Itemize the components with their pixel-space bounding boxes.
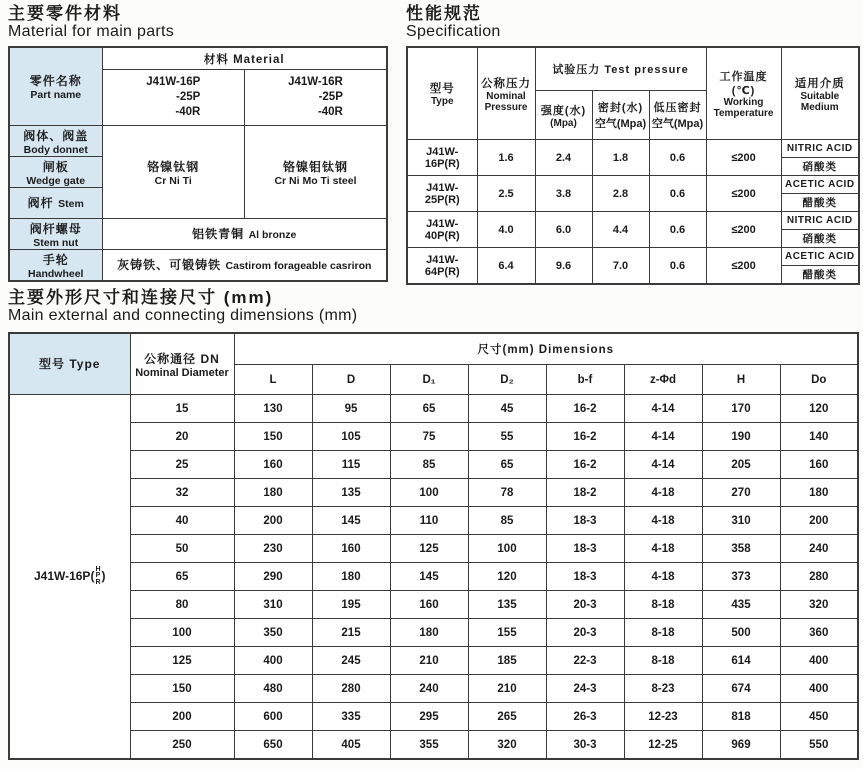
dimension-cell: 145 bbox=[390, 563, 468, 591]
dimension-cell: 818 bbox=[702, 703, 780, 731]
header-en: Type bbox=[430, 96, 454, 107]
dimension-cell: 18-3 bbox=[546, 563, 624, 591]
dimension-cell: 360 bbox=[780, 619, 858, 647]
dimension-cell: 65 bbox=[390, 395, 468, 423]
dimension-cell: 180 bbox=[780, 479, 858, 507]
dn-cell: 200 bbox=[130, 703, 234, 731]
seal-header bbox=[592, 91, 649, 140]
header-cn: 公称压力 bbox=[481, 77, 531, 90]
col-header-bf: b-f bbox=[546, 365, 624, 395]
dimension-cell: 125 bbox=[390, 535, 468, 563]
model-p-block bbox=[146, 75, 200, 120]
dimension-cell: 373 bbox=[702, 563, 780, 591]
type-variant-letter: R bbox=[95, 578, 101, 586]
type-prefix: J41W-16P( bbox=[33, 568, 95, 583]
np-cell: 1.6 bbox=[477, 140, 535, 176]
dimension-cell: 200 bbox=[780, 507, 858, 535]
col-header-H: H bbox=[702, 365, 780, 395]
dimension-cell: 400 bbox=[780, 675, 858, 703]
medium-en-cell: ACETIC ACID bbox=[781, 176, 859, 194]
part-cn: 阀杆 bbox=[27, 196, 54, 210]
material-p-cell bbox=[102, 126, 245, 219]
dimension-cell: 320 bbox=[780, 591, 858, 619]
dimension-cell: 110 bbox=[390, 507, 468, 535]
seal-cell: 2.8 bbox=[592, 176, 649, 212]
dimensions-type-cell bbox=[9, 395, 130, 760]
model-line: -40R bbox=[317, 106, 343, 118]
low-pressure-seal-header bbox=[649, 91, 706, 140]
materials-section bbox=[8, 4, 388, 282]
dimension-cell: 358 bbox=[702, 535, 780, 563]
medium-cn-cell: 硝酸类 bbox=[781, 158, 859, 176]
part-name-cell bbox=[9, 188, 102, 219]
part-name-header-cell bbox=[9, 47, 102, 126]
part-en: Wedge gate bbox=[26, 174, 86, 187]
dimension-cell: 180 bbox=[234, 479, 312, 507]
dimension-cell: 30-3 bbox=[546, 731, 624, 760]
dn-cell: 65 bbox=[130, 563, 234, 591]
dimension-cell: 20-3 bbox=[546, 591, 624, 619]
test-pressure-header bbox=[535, 47, 706, 91]
dimension-cell: 160 bbox=[780, 451, 858, 479]
seal-cell: 1.8 bbox=[592, 140, 649, 176]
dimension-cell: 65 bbox=[468, 451, 546, 479]
table-row bbox=[9, 219, 387, 250]
header-cn: 强度(水) bbox=[540, 104, 587, 117]
strength-cell: 9.6 bbox=[535, 248, 592, 285]
dimension-cell: 8-23 bbox=[624, 675, 702, 703]
medium-cn-cell: 硝酸类 bbox=[781, 230, 859, 248]
model-r-cell bbox=[245, 70, 388, 126]
type-suffix: ) bbox=[101, 568, 106, 583]
handwheel-material-cell bbox=[102, 250, 387, 282]
medium-cn-cell: 醋酸类 bbox=[781, 266, 859, 285]
type-variant-stack bbox=[95, 567, 100, 587]
dn-cell: 25 bbox=[130, 451, 234, 479]
dimension-cell: 215 bbox=[312, 619, 390, 647]
dn-cell: 15 bbox=[130, 395, 234, 423]
part-name-cell bbox=[9, 126, 102, 157]
low-seal-cell: 0.6 bbox=[649, 248, 706, 285]
np-cell: 2.5 bbox=[477, 176, 535, 212]
dimensions-title-en: Main external and connecting dimensions (mm) bbox=[8, 307, 358, 324]
table-row bbox=[9, 250, 387, 282]
dimension-cell: 4-18 bbox=[624, 535, 702, 563]
strength-cell: 3.8 bbox=[535, 176, 592, 212]
dimension-row bbox=[9, 479, 858, 507]
part-cn: 手轮 bbox=[42, 252, 69, 267]
dimension-cell: 240 bbox=[390, 675, 468, 703]
part-cn: 闸板 bbox=[42, 159, 69, 174]
dimension-cell: 400 bbox=[780, 647, 858, 675]
model-line: J41W-16P bbox=[146, 76, 201, 88]
dimension-cell: 195 bbox=[312, 591, 390, 619]
part-name-cell bbox=[9, 219, 102, 250]
header-en: Working bbox=[723, 97, 764, 108]
dn-header bbox=[130, 333, 234, 395]
dimension-cell: 115 bbox=[312, 451, 390, 479]
col-header-D2: D₂ bbox=[468, 365, 546, 395]
spec-type-header bbox=[407, 47, 477, 140]
medium-cn-cell: 醋酸类 bbox=[781, 194, 859, 212]
part-en: Stem nut bbox=[33, 236, 79, 249]
spec-header-row-1 bbox=[407, 47, 859, 91]
dimension-cell: 55 bbox=[468, 423, 546, 451]
part-name-cell bbox=[9, 157, 102, 188]
dimension-cell: 190 bbox=[702, 423, 780, 451]
header-en: Medium bbox=[800, 101, 839, 113]
dimension-cell: 18-3 bbox=[546, 507, 624, 535]
header-cn: 低压密封 bbox=[653, 102, 702, 114]
dimension-cell: 4-14 bbox=[624, 423, 702, 451]
dimension-cell: 280 bbox=[780, 563, 858, 591]
dimension-cell: 265 bbox=[468, 703, 546, 731]
dimension-cell: 4-14 bbox=[624, 395, 702, 423]
dimension-cell: 16-2 bbox=[546, 423, 624, 451]
dimension-row bbox=[9, 647, 858, 675]
dimension-cell: 8-18 bbox=[624, 591, 702, 619]
dimension-cell: 435 bbox=[702, 591, 780, 619]
header-en: (Mpa) bbox=[550, 117, 577, 129]
col-header-Do: Do bbox=[780, 365, 858, 395]
dimension-cell: 100 bbox=[390, 479, 468, 507]
dimension-row bbox=[9, 703, 858, 731]
materials-header-row bbox=[9, 47, 387, 70]
temperature-cell: ≤200 bbox=[706, 140, 781, 176]
dimension-row bbox=[9, 395, 858, 423]
type-variant-letter: H bbox=[95, 565, 101, 573]
dimension-cell: 140 bbox=[780, 423, 858, 451]
np-cell: 6.4 bbox=[477, 248, 535, 285]
type-variant-letter: P bbox=[95, 572, 101, 580]
dimension-cell: 320 bbox=[468, 731, 546, 760]
dimension-cell: 12-25 bbox=[624, 731, 702, 760]
col-header-D1: D₁ bbox=[390, 365, 468, 395]
suitable-medium-header bbox=[781, 47, 859, 140]
dimension-cell: 969 bbox=[702, 731, 780, 760]
dimension-cell: 450 bbox=[780, 703, 858, 731]
spec-row bbox=[407, 248, 859, 266]
material-en: Castirom forageable casriron bbox=[225, 260, 372, 272]
dimensions-table bbox=[8, 332, 859, 760]
part-cn: 阀体、阀盖 bbox=[23, 128, 89, 143]
low-seal-cell: 0.6 bbox=[649, 140, 706, 176]
medium-en-cell: NITRIC ACID bbox=[781, 212, 859, 230]
dimension-cell: 4-18 bbox=[624, 563, 702, 591]
material-header-cell bbox=[102, 47, 387, 70]
dimension-cell: 85 bbox=[468, 507, 546, 535]
dimension-cell: 95 bbox=[312, 395, 390, 423]
col-header-D: D bbox=[312, 365, 390, 395]
dimension-cell: 600 bbox=[234, 703, 312, 731]
model-line: -25P bbox=[176, 91, 201, 103]
dimension-row bbox=[9, 563, 858, 591]
dimension-cell: 150 bbox=[234, 423, 312, 451]
dn-cell: 100 bbox=[130, 619, 234, 647]
dimension-cell: 120 bbox=[780, 395, 858, 423]
dimension-cell: 45 bbox=[468, 395, 546, 423]
dimension-cell: 270 bbox=[702, 479, 780, 507]
model-line: -40R bbox=[175, 106, 201, 118]
dimension-cell: 16-2 bbox=[546, 451, 624, 479]
nominal-pressure-header bbox=[477, 47, 535, 140]
spec-type-cell: J41W-16P(R) bbox=[407, 140, 477, 176]
dimension-cell: 205 bbox=[702, 451, 780, 479]
spec-type-cell: J41W-64P(R) bbox=[407, 248, 477, 285]
dimension-cell: 355 bbox=[390, 731, 468, 760]
dn-cell: 125 bbox=[130, 647, 234, 675]
dimension-cell: 20-3 bbox=[546, 619, 624, 647]
col-header-L: L bbox=[234, 365, 312, 395]
dimensions-section bbox=[8, 288, 859, 760]
dimension-cell: 500 bbox=[702, 619, 780, 647]
col-header-zd: z-Φd bbox=[624, 365, 702, 395]
part-name-header-cn: 零件名称 bbox=[29, 74, 82, 88]
dimension-cell: 26-3 bbox=[546, 703, 624, 731]
materials-title-cn: 主要零件材料 bbox=[8, 4, 122, 23]
dimension-cell: 310 bbox=[234, 591, 312, 619]
medium-en-cell: NITRIC ACID bbox=[781, 140, 859, 158]
dimension-cell: 130 bbox=[234, 395, 312, 423]
header-en: Suitable bbox=[800, 90, 840, 102]
model-line: J41W-16R bbox=[288, 76, 343, 88]
header-cn: 型号 Type bbox=[39, 357, 101, 371]
dn-cell: 250 bbox=[130, 731, 234, 760]
dimension-cell: 405 bbox=[312, 731, 390, 760]
specification-section bbox=[406, 4, 858, 285]
seal-cell: 7.0 bbox=[592, 248, 649, 285]
np-cell: 4.0 bbox=[477, 212, 535, 248]
material-en: Al bronze bbox=[248, 229, 297, 241]
model-r-block bbox=[288, 75, 343, 120]
header-cn: 工作温度(℃) bbox=[719, 71, 768, 97]
spec-type-cell: J41W-40P(R) bbox=[407, 212, 477, 248]
part-name-header-en: Part name bbox=[30, 89, 82, 101]
stem-nut-material-cell bbox=[102, 219, 387, 250]
header-en: Nominal Diameter bbox=[135, 366, 229, 379]
dimension-cell: 210 bbox=[390, 647, 468, 675]
dimension-cell: 245 bbox=[312, 647, 390, 675]
dn-cell: 20 bbox=[130, 423, 234, 451]
material-en: Cr Ni Mo Ti steel bbox=[274, 174, 357, 187]
spec-title-cn: 性能规范 bbox=[406, 4, 482, 23]
header-cn: 试验压力 Test pressure bbox=[552, 64, 689, 76]
material-cn: 铬镍钛钢 bbox=[147, 159, 200, 174]
dimension-cell: 350 bbox=[234, 619, 312, 647]
dimension-cell: 155 bbox=[468, 619, 546, 647]
strength-cell: 6.0 bbox=[535, 212, 592, 248]
dimension-cell: 12-23 bbox=[624, 703, 702, 731]
dimension-cell: 160 bbox=[312, 535, 390, 563]
dimension-cell: 135 bbox=[468, 591, 546, 619]
dimension-cell: 4-18 bbox=[624, 507, 702, 535]
materials-title-en: Material for main parts bbox=[8, 23, 175, 40]
spec-title-en: Specification bbox=[406, 23, 501, 40]
model-p-cell bbox=[102, 70, 245, 126]
spec-row bbox=[407, 140, 859, 158]
dimension-cell: 8-18 bbox=[624, 647, 702, 675]
spec-type-cell: J41W-25P(R) bbox=[407, 176, 477, 212]
material-cn: 灰铸铁、可锻铸铁 bbox=[117, 258, 222, 272]
dimension-row bbox=[9, 675, 858, 703]
dimension-cell: 335 bbox=[312, 703, 390, 731]
dimension-row bbox=[9, 535, 858, 563]
header-en: Pressure bbox=[484, 101, 528, 113]
working-temperature-header bbox=[706, 47, 781, 140]
dimension-cell: 24-3 bbox=[546, 675, 624, 703]
dimension-row bbox=[9, 507, 858, 535]
seal-cell: 4.4 bbox=[592, 212, 649, 248]
dimension-cell: 210 bbox=[468, 675, 546, 703]
dimension-cell: 145 bbox=[312, 507, 390, 535]
dimension-cell: 185 bbox=[468, 647, 546, 675]
dn-cell: 50 bbox=[130, 535, 234, 563]
medium-en-cell: ACETIC ACID bbox=[781, 248, 859, 266]
spec-row bbox=[407, 212, 859, 230]
dimension-cell: 75 bbox=[390, 423, 468, 451]
dims-span-header bbox=[234, 333, 858, 365]
dimension-cell: 180 bbox=[312, 563, 390, 591]
dimension-cell: 4-18 bbox=[624, 479, 702, 507]
table-row bbox=[9, 126, 387, 157]
dimension-cell: 295 bbox=[390, 703, 468, 731]
dimension-cell: 160 bbox=[234, 451, 312, 479]
low-seal-cell: 0.6 bbox=[649, 212, 706, 248]
dims-header-row-1 bbox=[9, 333, 858, 365]
dimension-cell: 4-14 bbox=[624, 451, 702, 479]
header-cn: 密封(水) bbox=[597, 102, 644, 114]
dimension-cell: 180 bbox=[390, 619, 468, 647]
strength-header bbox=[535, 91, 592, 140]
dimension-cell: 310 bbox=[702, 507, 780, 535]
header-cn: 空气(Mpa) bbox=[651, 118, 704, 130]
dn-cell: 40 bbox=[130, 507, 234, 535]
materials-table bbox=[8, 46, 388, 282]
dimension-row bbox=[9, 619, 858, 647]
part-en: Handwheel bbox=[28, 267, 84, 280]
low-seal-cell: 0.6 bbox=[649, 176, 706, 212]
strength-cell: 2.4 bbox=[535, 140, 592, 176]
temperature-cell: ≤200 bbox=[706, 176, 781, 212]
dimension-cell: 280 bbox=[312, 675, 390, 703]
header-cn: 公称通径 DN bbox=[144, 351, 220, 366]
spec-row bbox=[407, 176, 859, 194]
dimension-row bbox=[9, 451, 858, 479]
dimension-cell: 550 bbox=[780, 731, 858, 760]
dimension-row bbox=[9, 731, 858, 760]
dimension-cell: 650 bbox=[234, 731, 312, 760]
dimension-cell: 400 bbox=[234, 647, 312, 675]
dimension-cell: 200 bbox=[234, 507, 312, 535]
material-cn: 铬镍钼钛钢 bbox=[282, 159, 348, 174]
header-cn: 空气(Mpa) bbox=[594, 118, 647, 130]
header-cn: 型号 bbox=[429, 83, 455, 95]
header-en: Nominal bbox=[486, 90, 526, 102]
part-name-cell bbox=[9, 250, 102, 282]
dimensions-title-cn: 主要外形尺寸和连接尺寸 (mm) bbox=[8, 288, 274, 307]
dimension-cell: 18-2 bbox=[546, 479, 624, 507]
material-header-label: 材料 Material bbox=[203, 53, 285, 66]
dn-cell: 150 bbox=[130, 675, 234, 703]
material-r-cell bbox=[245, 126, 388, 219]
part-cn: 阀杆螺母 bbox=[29, 221, 82, 236]
dimension-cell: 22-3 bbox=[546, 647, 624, 675]
dimension-cell: 674 bbox=[702, 675, 780, 703]
dimension-cell: 480 bbox=[234, 675, 312, 703]
dimension-cell: 135 bbox=[312, 479, 390, 507]
dimension-cell: 78 bbox=[468, 479, 546, 507]
dimension-cell: 105 bbox=[312, 423, 390, 451]
material-cn: 铝铁青铜 bbox=[192, 227, 245, 241]
dimension-row bbox=[9, 423, 858, 451]
header-cn: 尺寸(mm) Dimensions bbox=[477, 344, 614, 356]
part-en: Stem bbox=[58, 198, 84, 210]
dims-type-header bbox=[9, 333, 130, 395]
model-line: -25P bbox=[318, 91, 343, 103]
dn-cell: 32 bbox=[130, 479, 234, 507]
dimension-cell: 100 bbox=[468, 535, 546, 563]
dimension-cell: 290 bbox=[234, 563, 312, 591]
dimension-cell: 8-18 bbox=[624, 619, 702, 647]
dimension-cell: 614 bbox=[702, 647, 780, 675]
dimension-row bbox=[9, 591, 858, 619]
header-en: Temperature bbox=[713, 108, 774, 119]
dimension-cell: 170 bbox=[702, 395, 780, 423]
dimension-cell: 230 bbox=[234, 535, 312, 563]
dimension-cell: 240 bbox=[780, 535, 858, 563]
temperature-cell: ≤200 bbox=[706, 212, 781, 248]
header-cn: 适用介质 bbox=[794, 77, 845, 90]
dimension-cell: 85 bbox=[390, 451, 468, 479]
dimension-cell: 16-2 bbox=[546, 395, 624, 423]
part-en: Body donnet bbox=[23, 143, 88, 156]
dimension-cell: 160 bbox=[390, 591, 468, 619]
material-en: Cr Ni Ti bbox=[154, 174, 192, 187]
temperature-cell: ≤200 bbox=[706, 248, 781, 285]
dimension-cell: 18-3 bbox=[546, 535, 624, 563]
dimension-cell: 120 bbox=[468, 563, 546, 591]
specification-table bbox=[406, 46, 860, 285]
dn-cell: 80 bbox=[130, 591, 234, 619]
